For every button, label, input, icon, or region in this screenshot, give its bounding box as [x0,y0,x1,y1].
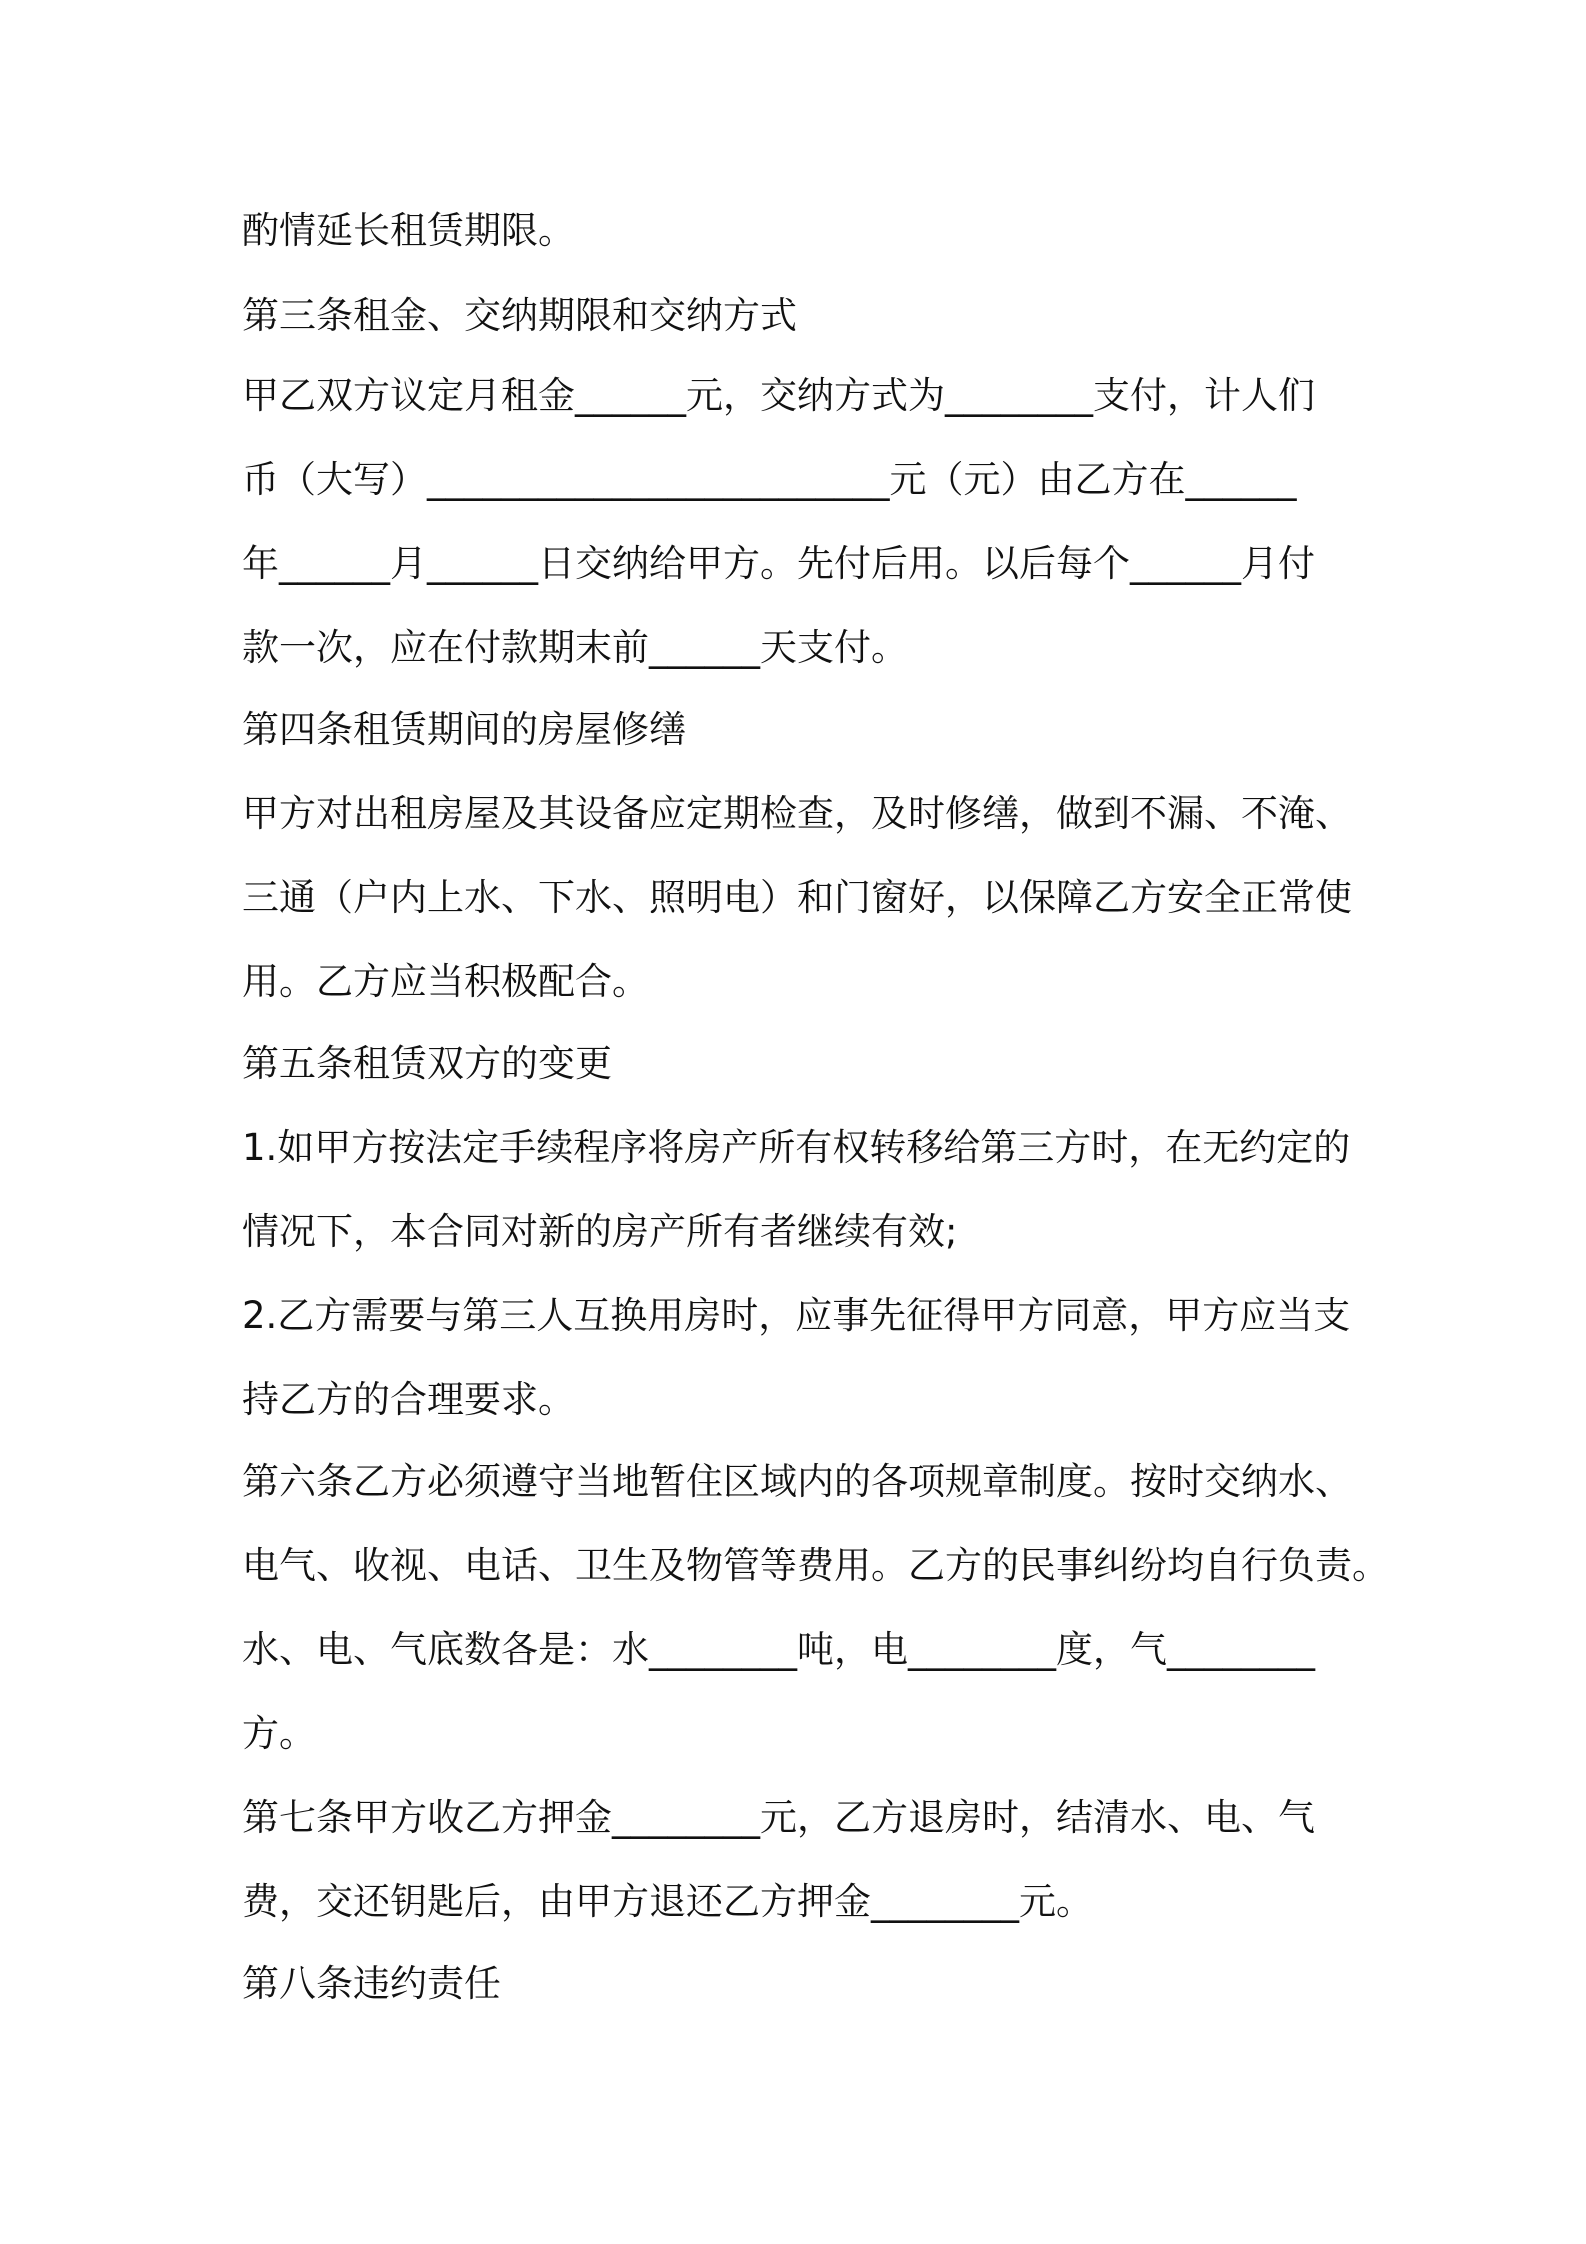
text-line-15: 持乙方的合理要求。 [242,1378,575,1421]
text-line-12: 1.如甲方按法定手续程序将房产所有权转移给第三方时，在无约定的 [242,1126,1351,1169]
article-5-heading: 第五条租赁双方的变更 [242,1042,612,1085]
text-line-14: 2.乙方需要与第三人互换用房时，应事先征得甲方同意，甲方应当支 [242,1294,1351,1337]
article-6-text: 第六条乙方必须遵守当地暂住区域内的各项规章制度。按时交纳水、 [242,1460,1352,1503]
text-line-8: 甲方对出租房屋及其设备应定期检查，及时修缮，做到不漏、不淹、 [242,792,1352,835]
text-line-17: 电气、收视、电话、卫生及物管等费用。乙方的民事纠纷均自行负责。 [242,1544,1389,1587]
text-line-18: 水、电、气底数各是：水________吨，电________度，气________ [242,1628,1315,1671]
article-8-heading: 第八条违约责任 [242,1962,501,2005]
text-line-5: 年______月______日交纳给甲方。先付后用。以后每个______月付 [242,542,1315,585]
article-7-text: 第七条甲方收乙方押金________元，乙方退房时，结清水、电、气 [242,1796,1315,1839]
text-line-6: 款一次，应在付款期末前______天支付。 [242,626,908,669]
text-line-10: 用。乙方应当积极配合。 [242,960,649,1003]
text-line-13: 情况下，本合同对新的房产所有者继续有效; [242,1210,958,1253]
text-line-9: 三通（户内上水、下水、照明电）和门窗好，以保障乙方安全正常使 [242,876,1352,919]
article-4-heading: 第四条租赁期间的房屋修缮 [242,708,686,751]
text-line-3: 甲乙双方议定月租金______元，交纳方式为________支付，计人们 [242,374,1315,417]
text-line-21: 费，交还钥匙后，由甲方退还乙方押金________元。 [242,1880,1093,1923]
text-line-19: 方。 [242,1712,316,1755]
article-3-heading: 第三条租金、交纳期限和交纳方式 [242,294,797,337]
text-line-4: 币（大写）_________________________元（元）由乙方在______ [242,458,1297,501]
text-line-1: 酌情延长租赁期限。 [242,209,575,252]
